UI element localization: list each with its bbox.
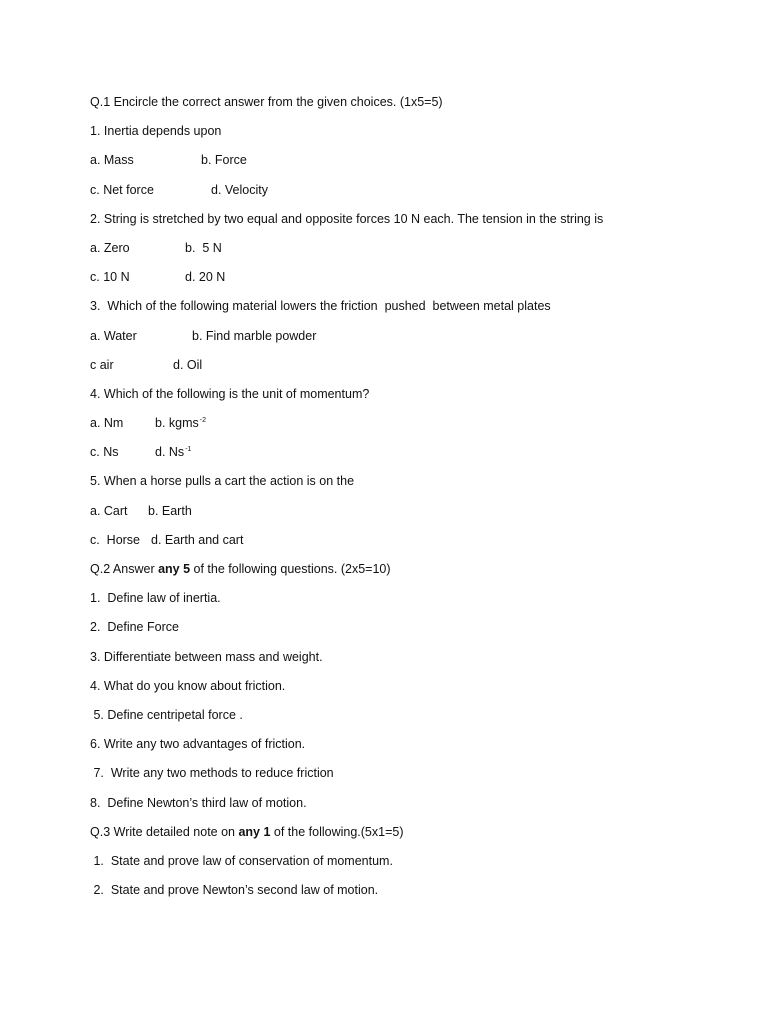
list-item: 1. Define law of inertia. — [90, 591, 221, 606]
option-d: d. 20 N — [185, 270, 226, 285]
option-c: c air — [90, 357, 114, 372]
option-a: a. Nm — [90, 416, 124, 431]
option-c: c. Ns — [90, 445, 119, 460]
options-row — [90, 266, 730, 295]
option-c: c. Net force — [90, 182, 154, 197]
options-row — [90, 529, 730, 558]
option-b: b. Find marble powder — [192, 328, 317, 343]
option-a: a. Water — [90, 328, 137, 343]
list-item: 2. State and prove Newton’s second law of motion. — [90, 883, 379, 898]
question-stem: 4. Which of the following is the unit of momentum? — [90, 386, 370, 401]
exam-paper — [90, 91, 730, 908]
option-d-exponent: -1 — [185, 446, 192, 454]
list-item: 7. Write any two methods to reduce friction — [90, 766, 334, 781]
question-stem: 3. Which of the following material lowers the friction pushed between metal plates — [90, 299, 551, 314]
options-row — [90, 179, 730, 208]
q3-heading-text: Q.3 Write detailed note on — [90, 824, 239, 839]
list-item: 8. Define Newton’s third law of motion. — [90, 795, 307, 810]
options-row — [90, 149, 730, 178]
option-d: d. Earth and cart — [151, 532, 244, 547]
question-stem: 1. Inertia depends upon — [90, 124, 222, 139]
option-b: b. Earth — [148, 503, 192, 518]
question-stem: 2. String is stretched by two equal and opposite forces 10 N each. The tension in the string is — [90, 211, 604, 226]
q2-heading-text: of the following questions. (2x5=10) — [190, 562, 391, 576]
q2-heading-emphasis: any 5 — [158, 562, 191, 576]
option-a: a. Mass — [90, 153, 134, 168]
options-row — [90, 354, 730, 383]
list-item: 3. Differentiate between mass and weight. — [90, 649, 323, 664]
options-row — [90, 237, 730, 266]
option-c: c. Horse — [90, 532, 141, 547]
option-a: a. Zero — [90, 240, 130, 255]
options-row — [90, 412, 730, 441]
q2-heading-text: Q.2 Answer — [90, 562, 159, 576]
q3-heading-emphasis: any 1 — [238, 824, 271, 839]
list-item: 2. Define Force — [90, 620, 179, 635]
option-a: a. Cart — [90, 503, 128, 518]
option-b: b. Force — [201, 153, 247, 168]
option-c: c. 10 N — [90, 270, 130, 285]
list-item: 5. Define centripetal force . — [90, 707, 243, 722]
question-stem: 5. When a horse pulls a cart the action is on the — [90, 474, 355, 489]
option-d: d. Oil — [173, 357, 203, 372]
options-row — [90, 325, 730, 354]
list-item: 6. Write any two advantages of friction. — [90, 737, 306, 752]
option-d: d. Velocity — [211, 182, 268, 197]
q3-heading-text: of the following.(5x1=5) — [270, 824, 404, 839]
list-item: 4. What do you know about friction. — [90, 678, 286, 693]
list-item: 1. State and prove law of conservation of momentum. — [90, 853, 393, 868]
option-b: b. 5 N — [185, 240, 222, 255]
options-row — [90, 441, 730, 470]
q1-heading: Q.1 Encircle the correct answer from the given choices. (1x5=5) — [90, 95, 443, 109]
option-b: b. kgms — [155, 416, 199, 431]
option-d: d. Ns — [155, 445, 185, 460]
q3-heading — [90, 821, 730, 850]
option-b-exponent: -2 — [199, 417, 206, 425]
options-row — [90, 500, 730, 529]
q2-heading — [90, 558, 730, 587]
